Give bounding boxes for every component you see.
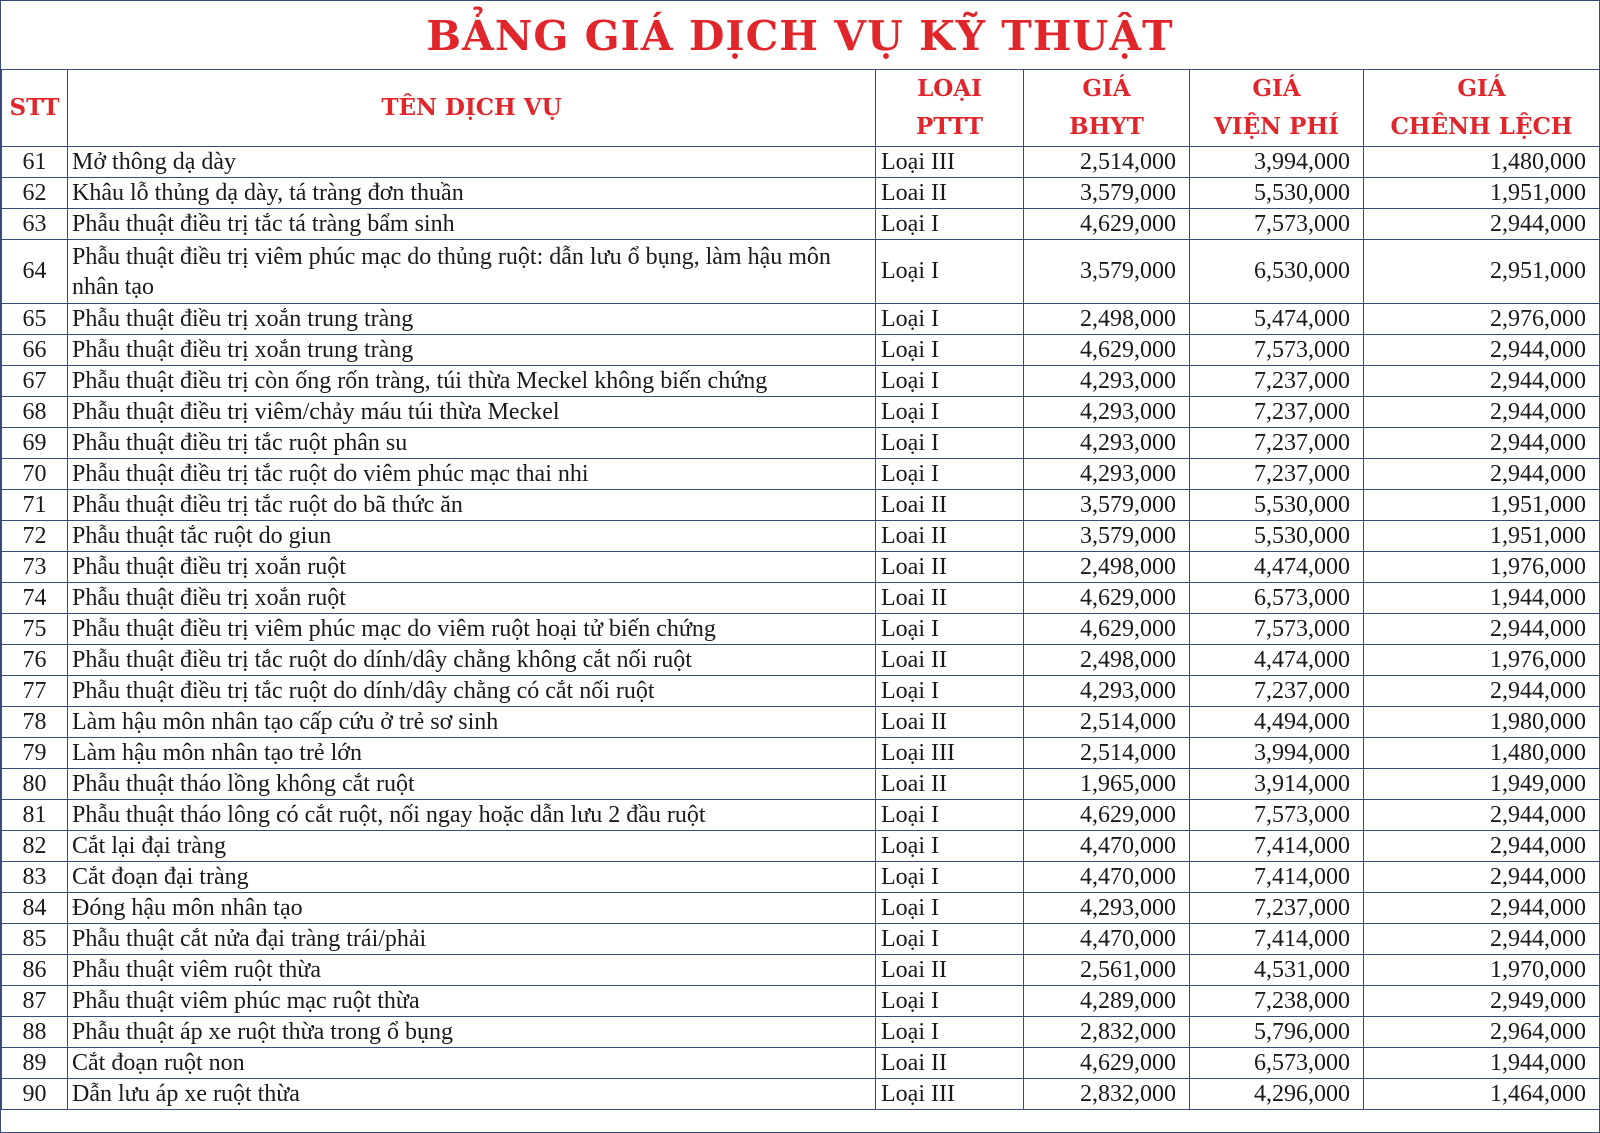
row-hospital-fee: 7,573,000	[1190, 800, 1364, 831]
row-service-name: Mở thông dạ dày	[68, 147, 876, 178]
row-bhyt-price: 4,293,000	[1024, 397, 1190, 428]
row-difference-price: 1,951,000	[1364, 521, 1600, 552]
row-type: Loai II	[876, 707, 1024, 738]
row-bhyt-price: 4,629,000	[1024, 335, 1190, 366]
table-row	[2, 955, 1600, 986]
row-type: Loại I	[876, 366, 1024, 397]
row-stt: 86	[2, 955, 68, 986]
table-row	[2, 986, 1600, 1017]
table-row	[2, 240, 1600, 304]
row-type: Loai II	[876, 1048, 1024, 1079]
row-type: Loại III	[876, 738, 1024, 769]
row-type: Loại I	[876, 893, 1024, 924]
row-bhyt-price: 2,514,000	[1024, 707, 1190, 738]
row-type: Loại I	[876, 1017, 1024, 1048]
row-stt: 83	[2, 862, 68, 893]
row-stt: 75	[2, 614, 68, 645]
row-hospital-fee: 7,573,000	[1190, 335, 1364, 366]
row-bhyt-price: 2,514,000	[1024, 147, 1190, 178]
row-hospital-fee: 3,914,000	[1190, 769, 1364, 800]
row-type: Loại I	[876, 240, 1024, 304]
row-service-name: Làm hậu môn nhân tạo cấp cứu ở trẻ sơ sinh	[68, 707, 876, 738]
row-difference-price: 1,980,000	[1364, 707, 1600, 738]
row-service-name: Làm hậu môn nhân tạo trẻ lớn	[68, 738, 876, 769]
row-service-name: Phẫu thuật điều trị xoắn ruột	[68, 583, 876, 614]
row-hospital-fee: 7,414,000	[1190, 831, 1364, 862]
table-row	[2, 147, 1600, 178]
row-type: Loại I	[876, 397, 1024, 428]
row-difference-price: 2,944,000	[1364, 831, 1600, 862]
row-stt: 76	[2, 645, 68, 676]
row-hospital-fee: 4,474,000	[1190, 552, 1364, 583]
row-type: Loai II	[876, 583, 1024, 614]
row-bhyt-price: 2,498,000	[1024, 304, 1190, 335]
page-title: BẢNG GIÁ DỊCH VỤ KỸ THUẬT	[1, 1, 1599, 70]
table-row	[2, 800, 1600, 831]
row-service-name: Phẫu thuật tháo lồng không cắt ruột	[68, 769, 876, 800]
row-stt: 85	[2, 924, 68, 955]
row-difference-price: 1,464,000	[1364, 1079, 1600, 1110]
row-bhyt-price: 1,965,000	[1024, 769, 1190, 800]
row-service-name: Phẫu thuật cắt nửa đại tràng trái/phải	[68, 924, 876, 955]
row-service-name: Phẫu thuật điều trị tắc ruột do dính/dây chằng có cắt nối ruột	[68, 676, 876, 707]
row-stt: 64	[2, 240, 68, 304]
table-row	[2, 769, 1600, 800]
row-stt: 79	[2, 738, 68, 769]
header-hospital-fee: GIÁ VIỆN PHÍ	[1190, 70, 1364, 147]
table-row	[2, 862, 1600, 893]
table-row	[2, 428, 1600, 459]
row-bhyt-price: 4,470,000	[1024, 831, 1190, 862]
row-stt: 73	[2, 552, 68, 583]
row-hospital-fee: 6,573,000	[1190, 583, 1364, 614]
row-service-name: Cắt lại đại tràng	[68, 831, 876, 862]
row-type: Loai II	[876, 552, 1024, 583]
row-stt: 88	[2, 1017, 68, 1048]
row-service-name: Phẫu thuật viêm phúc mạc ruột thừa	[68, 986, 876, 1017]
row-stt: 67	[2, 366, 68, 397]
table-row	[2, 459, 1600, 490]
row-type: Loai II	[876, 645, 1024, 676]
row-difference-price: 2,944,000	[1364, 924, 1600, 955]
table-row	[2, 366, 1600, 397]
table-row	[2, 178, 1600, 209]
row-hospital-fee: 7,237,000	[1190, 676, 1364, 707]
row-hospital-fee: 5,796,000	[1190, 1017, 1364, 1048]
row-stt: 66	[2, 335, 68, 366]
table-row	[2, 583, 1600, 614]
row-hospital-fee: 4,531,000	[1190, 955, 1364, 986]
row-bhyt-price: 2,514,000	[1024, 738, 1190, 769]
row-difference-price: 2,944,000	[1364, 428, 1600, 459]
row-service-name: Phẫu thuật điều trị xoắn trung tràng	[68, 304, 876, 335]
row-type: Loai II	[876, 769, 1024, 800]
row-hospital-fee: 5,530,000	[1190, 178, 1364, 209]
row-type: Loại I	[876, 986, 1024, 1017]
row-difference-price: 1,944,000	[1364, 1048, 1600, 1079]
row-hospital-fee: 7,237,000	[1190, 428, 1364, 459]
row-bhyt-price: 3,579,000	[1024, 490, 1190, 521]
row-type: Loại I	[876, 831, 1024, 862]
row-hospital-fee: 3,994,000	[1190, 147, 1364, 178]
row-hospital-fee: 7,237,000	[1190, 397, 1364, 428]
row-bhyt-price: 2,832,000	[1024, 1017, 1190, 1048]
row-difference-price: 2,944,000	[1364, 862, 1600, 893]
row-bhyt-price: 4,629,000	[1024, 583, 1190, 614]
row-difference-price: 2,944,000	[1364, 397, 1600, 428]
price-table	[1, 70, 1600, 1110]
row-type: Loai II	[876, 490, 1024, 521]
row-difference-price: 1,944,000	[1364, 583, 1600, 614]
row-service-name: Phẫu thuật tháo lông có cắt ruột, nối ngay hoặc dẫn lưu 2 đầu ruột	[68, 800, 876, 831]
row-hospital-fee: 7,238,000	[1190, 986, 1364, 1017]
row-service-name: Phẫu thuật viêm ruột thừa	[68, 955, 876, 986]
row-type: Loại I	[876, 428, 1024, 459]
row-stt: 68	[2, 397, 68, 428]
table-row	[2, 521, 1600, 552]
row-difference-price: 2,949,000	[1364, 986, 1600, 1017]
row-stt: 82	[2, 831, 68, 862]
table-row	[2, 335, 1600, 366]
row-difference-price: 2,944,000	[1364, 893, 1600, 924]
row-type: Loại III	[876, 1079, 1024, 1110]
row-bhyt-price: 4,629,000	[1024, 1048, 1190, 1079]
header-difference-price: GIÁ CHÊNH LỆCH	[1364, 70, 1600, 147]
row-bhyt-price: 2,498,000	[1024, 645, 1190, 676]
row-difference-price: 1,480,000	[1364, 738, 1600, 769]
row-hospital-fee: 5,530,000	[1190, 521, 1364, 552]
row-service-name: Cắt đoạn đại tràng	[68, 862, 876, 893]
row-bhyt-price: 2,498,000	[1024, 552, 1190, 583]
row-bhyt-price: 4,293,000	[1024, 676, 1190, 707]
row-bhyt-price: 4,470,000	[1024, 924, 1190, 955]
row-bhyt-price: 3,579,000	[1024, 521, 1190, 552]
row-stt: 72	[2, 521, 68, 552]
row-hospital-fee: 7,573,000	[1190, 209, 1364, 240]
row-stt: 84	[2, 893, 68, 924]
row-hospital-fee: 7,573,000	[1190, 614, 1364, 645]
row-stt: 77	[2, 676, 68, 707]
row-stt: 74	[2, 583, 68, 614]
row-difference-price: 2,944,000	[1364, 459, 1600, 490]
row-bhyt-price: 4,629,000	[1024, 209, 1190, 240]
row-type: Loai II	[876, 178, 1024, 209]
row-type: Loại I	[876, 614, 1024, 645]
row-bhyt-price: 4,293,000	[1024, 459, 1190, 490]
row-hospital-fee: 4,494,000	[1190, 707, 1364, 738]
row-hospital-fee: 7,414,000	[1190, 862, 1364, 893]
row-difference-price: 2,944,000	[1364, 209, 1600, 240]
row-service-name: Phẫu thuật điều trị viêm/chảy máu túi thừa Meckel	[68, 397, 876, 428]
header-stt: STT	[2, 70, 68, 147]
row-hospital-fee: 6,530,000	[1190, 240, 1364, 304]
row-service-name: Phẫu thuật điều trị tắc ruột do viêm phúc mạc thai nhi	[68, 459, 876, 490]
row-service-name: Phẫu thuật áp xe ruột thừa trong ổ bụng	[68, 1017, 876, 1048]
row-bhyt-price: 3,579,000	[1024, 240, 1190, 304]
table-row	[2, 209, 1600, 240]
row-service-name: Phẫu thuật điều trị còn ống rốn tràng, túi thừa Meckel không biến chứng	[68, 366, 876, 397]
row-difference-price: 2,944,000	[1364, 366, 1600, 397]
row-difference-price: 2,944,000	[1364, 800, 1600, 831]
row-stt: 63	[2, 209, 68, 240]
table-row	[2, 738, 1600, 769]
table-row	[2, 614, 1600, 645]
row-hospital-fee: 7,237,000	[1190, 366, 1364, 397]
row-difference-price: 2,944,000	[1364, 676, 1600, 707]
row-difference-price: 1,951,000	[1364, 178, 1600, 209]
row-stt: 81	[2, 800, 68, 831]
table-row	[2, 707, 1600, 738]
row-stt: 65	[2, 304, 68, 335]
row-type: Loại I	[876, 800, 1024, 831]
row-type: Loại I	[876, 209, 1024, 240]
row-service-name: Phẫu thuật điều trị tắc ruột do dính/dây chằng không cắt nối ruột	[68, 645, 876, 676]
row-service-name: Phẫu thuật điều trị tắc ruột do bã thức ăn	[68, 490, 876, 521]
row-bhyt-price: 4,293,000	[1024, 428, 1190, 459]
table-row	[2, 490, 1600, 521]
row-stt: 62	[2, 178, 68, 209]
row-service-name: Phẫu thuật điều trị viêm phúc mạc do thủng ruột: dẫn lưu ổ bụng, làm hậu môn nhân tạo	[68, 240, 876, 304]
row-hospital-fee: 4,296,000	[1190, 1079, 1364, 1110]
row-hospital-fee: 7,237,000	[1190, 459, 1364, 490]
row-service-name: Khâu lỗ thủng dạ dày, tá tràng đơn thuần	[68, 178, 876, 209]
row-bhyt-price: 2,832,000	[1024, 1079, 1190, 1110]
row-difference-price: 1,976,000	[1364, 552, 1600, 583]
row-difference-price: 1,949,000	[1364, 769, 1600, 800]
row-bhyt-price: 4,289,000	[1024, 986, 1190, 1017]
row-difference-price: 1,976,000	[1364, 645, 1600, 676]
header-bhyt-price: GIÁ BHYT	[1024, 70, 1190, 147]
row-type: Loại III	[876, 147, 1024, 178]
row-type: Loại I	[876, 676, 1024, 707]
row-hospital-fee: 5,530,000	[1190, 490, 1364, 521]
table-row	[2, 645, 1600, 676]
row-service-name: Phẫu thuật điều trị viêm phúc mạc do viêm ruột hoại tử biến chứng	[68, 614, 876, 645]
row-stt: 80	[2, 769, 68, 800]
row-stt: 78	[2, 707, 68, 738]
row-type: Loại I	[876, 335, 1024, 366]
row-difference-price: 2,951,000	[1364, 240, 1600, 304]
row-hospital-fee: 3,994,000	[1190, 738, 1364, 769]
table-row	[2, 676, 1600, 707]
row-service-name: Phẫu thuật điều trị xoắn trung tràng	[68, 335, 876, 366]
header-type: LOẠI PTTT	[876, 70, 1024, 147]
row-bhyt-price: 3,579,000	[1024, 178, 1190, 209]
row-service-name: Phẫu thuật điều trị tắc tá tràng bẩm sinh	[68, 209, 876, 240]
table-row	[2, 552, 1600, 583]
row-difference-price: 2,976,000	[1364, 304, 1600, 335]
row-service-name: Cắt đoạn ruột non	[68, 1048, 876, 1079]
row-bhyt-price: 4,293,000	[1024, 893, 1190, 924]
row-service-name: Đóng hậu môn nhân tạo	[68, 893, 876, 924]
row-type: Loai II	[876, 521, 1024, 552]
row-bhyt-price: 4,470,000	[1024, 862, 1190, 893]
row-hospital-fee: 4,474,000	[1190, 645, 1364, 676]
table-row	[2, 1048, 1600, 1079]
table-row	[2, 1017, 1600, 1048]
row-hospital-fee: 7,237,000	[1190, 893, 1364, 924]
row-service-name: Phẫu thuật tắc ruột do giun	[68, 521, 876, 552]
row-bhyt-price: 4,629,000	[1024, 614, 1190, 645]
table-row	[2, 893, 1600, 924]
row-service-name: Dẫn lưu áp xe ruột thừa	[68, 1079, 876, 1110]
row-type: Loại I	[876, 924, 1024, 955]
row-type: Loại I	[876, 304, 1024, 335]
row-difference-price: 1,480,000	[1364, 147, 1600, 178]
row-difference-price: 2,944,000	[1364, 335, 1600, 366]
row-hospital-fee: 5,474,000	[1190, 304, 1364, 335]
row-hospital-fee: 6,573,000	[1190, 1048, 1364, 1079]
row-difference-price: 1,970,000	[1364, 955, 1600, 986]
table-row	[2, 924, 1600, 955]
row-stt: 69	[2, 428, 68, 459]
row-difference-price: 1,951,000	[1364, 490, 1600, 521]
table-row	[2, 304, 1600, 335]
row-difference-price: 2,964,000	[1364, 1017, 1600, 1048]
table-row	[2, 397, 1600, 428]
row-type: Loại I	[876, 459, 1024, 490]
row-bhyt-price: 4,293,000	[1024, 366, 1190, 397]
row-difference-price: 2,944,000	[1364, 614, 1600, 645]
header-service-name: TÊN DỊCH VỤ	[68, 70, 876, 147]
row-stt: 90	[2, 1079, 68, 1110]
table-body	[2, 147, 1600, 1110]
row-type: Loai II	[876, 955, 1024, 986]
row-service-name: Phẫu thuật điều trị xoắn ruột	[68, 552, 876, 583]
table-row	[2, 1079, 1600, 1110]
row-stt: 87	[2, 986, 68, 1017]
row-stt: 89	[2, 1048, 68, 1079]
row-type: Loại I	[876, 862, 1024, 893]
row-hospital-fee: 7,414,000	[1190, 924, 1364, 955]
row-stt: 61	[2, 147, 68, 178]
row-stt: 70	[2, 459, 68, 490]
row-bhyt-price: 4,629,000	[1024, 800, 1190, 831]
row-stt: 71	[2, 490, 68, 521]
table-header	[2, 70, 1600, 147]
table-row	[2, 831, 1600, 862]
row-bhyt-price: 2,561,000	[1024, 955, 1190, 986]
row-service-name: Phẫu thuật điều trị tắc ruột phân su	[68, 428, 876, 459]
